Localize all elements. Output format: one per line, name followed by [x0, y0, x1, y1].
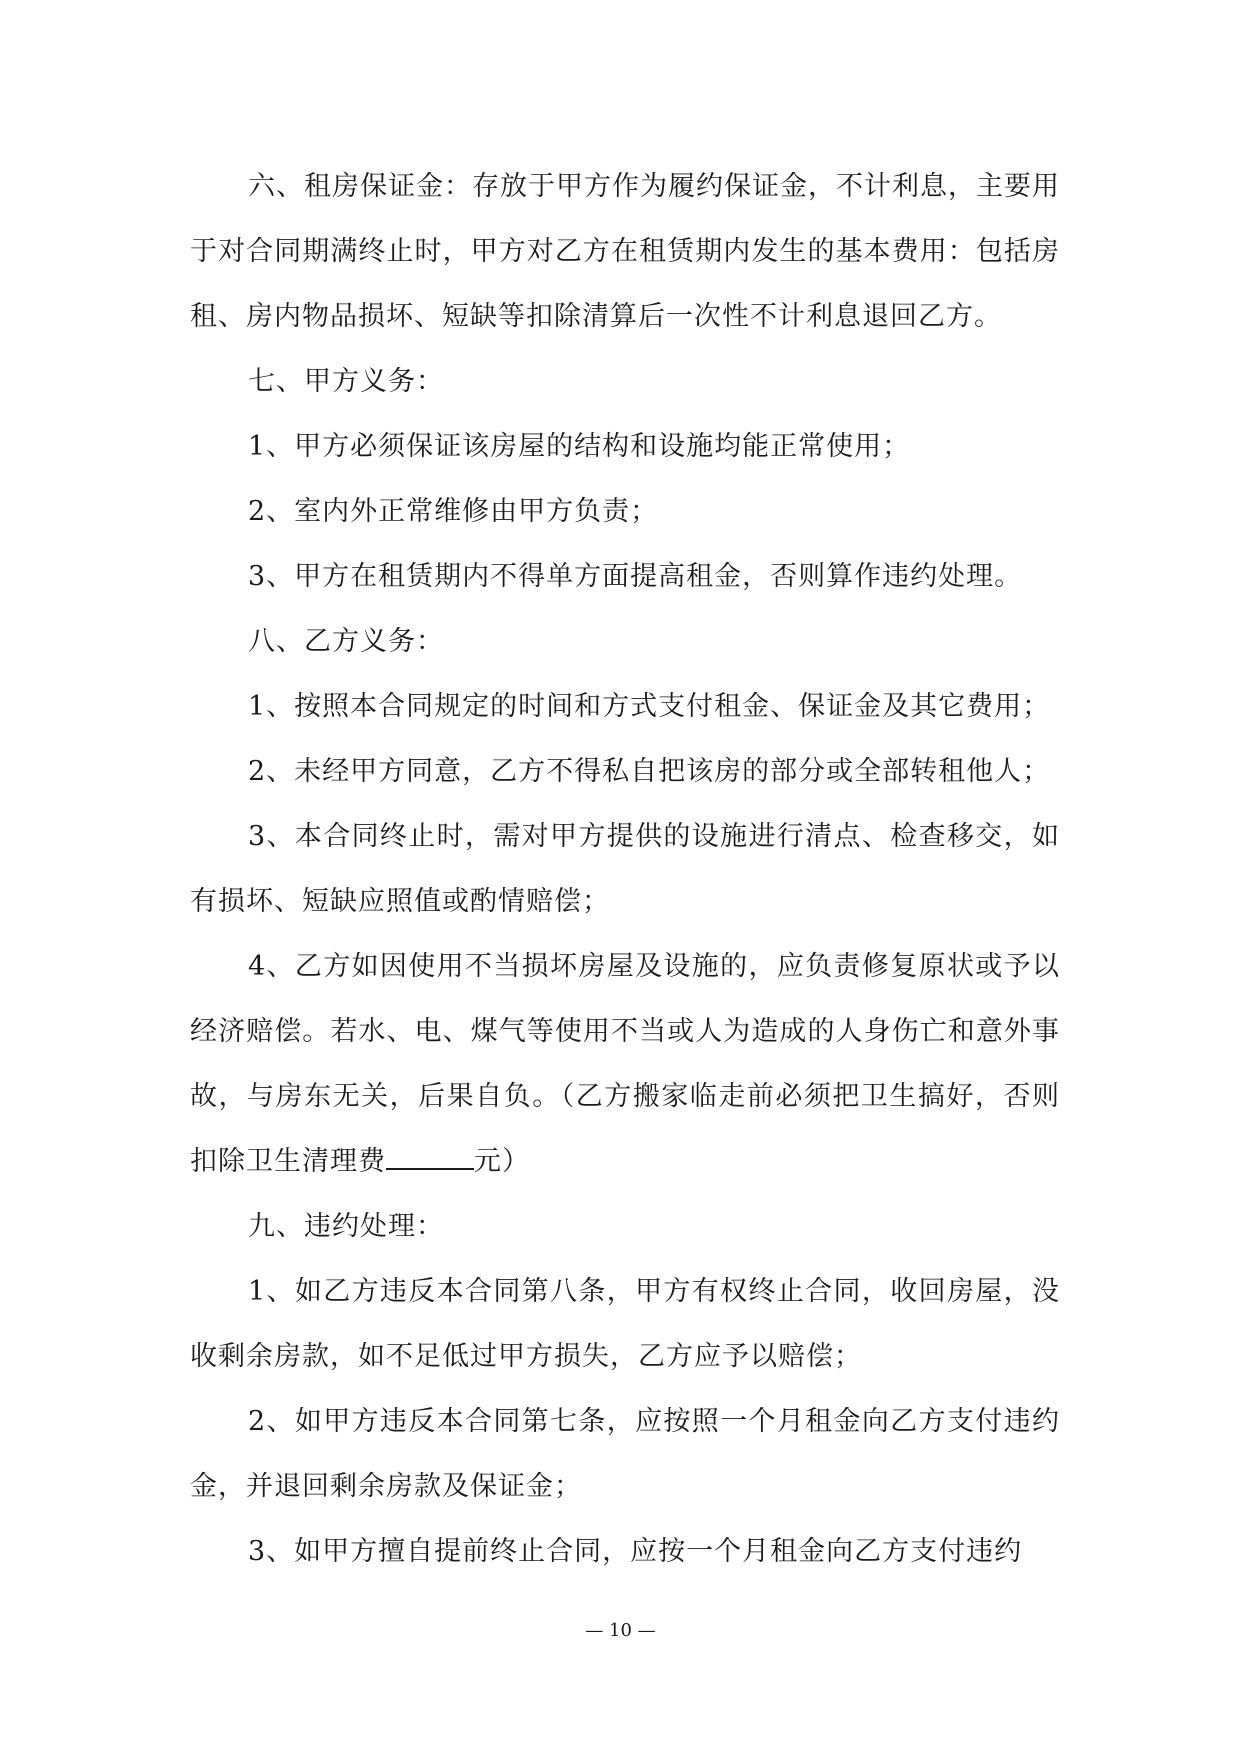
fee-blank-line[interactable]: [386, 1146, 474, 1170]
clause-8-item-4-text: 4、乙方如因使用不当损坏房屋及设施的，应负责修复原状或予以经济赔偿。若水、电、煤气等使用不当或人为造成的人身伤亡和意外事故，与房东无关，后果自负。（乙方搬家临走前必须把卫生搞好，否则扣除卫生清理费: [190, 951, 1060, 1177]
clause-8-item-2: 2、未经甲方同意，乙方不得私自把该房的部分或全部转租他人；: [248, 756, 1051, 787]
clause-9-item-3: 3、如甲方擅自提前终止合同，应按一个月租金向乙方支付违约: [248, 1536, 1023, 1567]
clause-9-item-1: 1、如乙方违反本合同第八条，甲方有权终止合同，收回房屋，没收剩余房款，如不足低过甲方损失，乙方应予以赔偿；: [190, 1276, 1060, 1372]
clause-8-item-3: 3、本合同终止时，需对甲方提供的设施进行清点、检查移交，如有损坏、短缺应照值或酌情赔偿；: [190, 821, 1060, 917]
clause-8-heading: 八、乙方义务：: [248, 626, 444, 657]
clause-8-item-1: 1、按照本合同规定的时间和方式支付租金、保证金及其它费用；: [248, 691, 1051, 722]
clause-9-item-2: 2、如甲方违反本合同第七条，应按照一个月租金向乙方支付违约金，并退回剩余房款及保证金；: [190, 1406, 1060, 1502]
clause-9-heading: 九、违约处理：: [248, 1211, 444, 1242]
clause-8-item-4-tail: 元）: [474, 1146, 530, 1177]
clause-7-item-2: 2、室内外正常维修由甲方负责；: [248, 496, 659, 527]
document-body: [190, 154, 1060, 1584]
clause-7-item-3: 3、甲方在租赁期内不得单方面提高租金，否则算作违约处理。: [248, 561, 1023, 592]
page-number: — 10 —: [585, 1620, 656, 1641]
clause-8-item-4: [190, 934, 1060, 1194]
clause-7-heading: 七、甲方义务：: [248, 366, 444, 397]
clause-6-deposit: 六、租房保证金：存放于甲方作为履约保证金，不计利息，主要用于对合同期满终止时，甲方对乙方在租赁期内发生的基本费用：包括房租、房内物品损坏、短缺等扣除清算后一次性不计利息退回乙方。: [190, 171, 1060, 332]
clause-7-item-1: 1、甲方必须保证该房屋的结构和设施均能正常使用；: [248, 431, 911, 462]
